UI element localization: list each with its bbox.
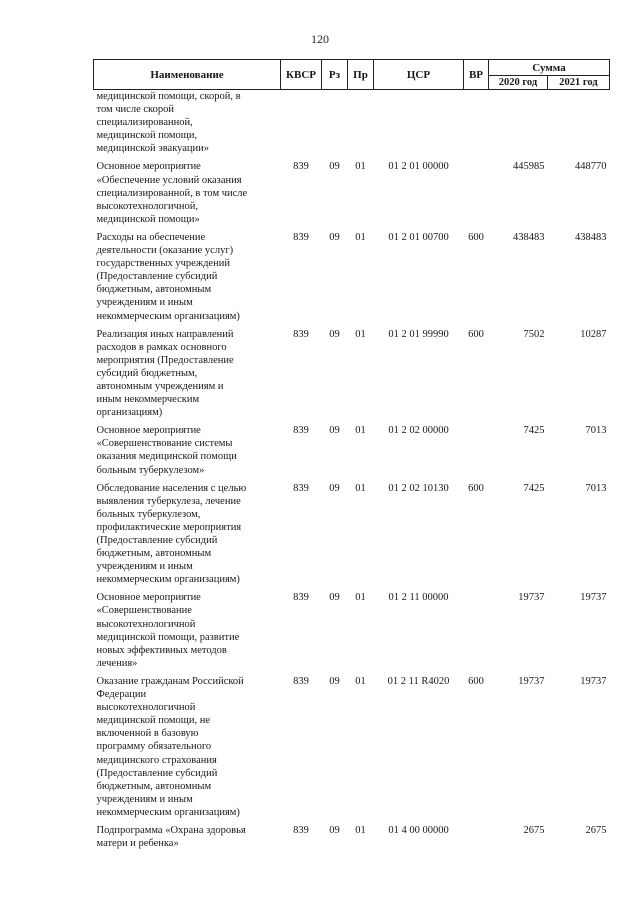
table-row: [94, 323, 610, 420]
header-sum: Сумма: [489, 60, 610, 76]
row-pr-cell: 01: [355, 482, 366, 494]
table-row: [94, 419, 610, 476]
row-sum-2021-cell: 438483: [575, 231, 607, 243]
row-vr-cell: [464, 586, 489, 670]
row-csr-cell: 01 2 11 R4020: [387, 675, 450, 687]
row-vr-cell: 600: [468, 675, 484, 687]
row-kvsr-cell: 839: [293, 824, 309, 836]
row-sum-2020-cell: 438483: [513, 231, 545, 243]
row-csr-cell: 01 2 02 10130: [388, 482, 449, 494]
row-rz-cell: 09: [329, 592, 340, 604]
row-sum-2021-cell: 7013: [585, 482, 607, 494]
row-pr-cell: 01: [355, 824, 366, 836]
table-row: [94, 155, 610, 225]
row-sum-2021-cell: 7013: [585, 425, 607, 437]
row-pr-cell: [348, 90, 374, 156]
header-name: Наименование: [94, 60, 281, 90]
row-name-cell: Основное мероприятие «Совершенствование высокотехнологичной медицинской помощи, развитие новых эффективных методов лечения»: [96, 592, 240, 669]
budget-table: [93, 59, 610, 850]
row-pr-cell: 01: [355, 231, 366, 243]
row-sum-2020-cell: 445985: [513, 161, 545, 173]
row-name-cell: Подпрограмма «Охрана здоровья матери и ребенка»: [96, 824, 246, 850]
row-kvsr-cell: 839: [293, 592, 309, 604]
row-name-cell: Обследование населения с целью выявления туберкулеза, лечение больных туберкулезом, профилактические мероприятия (Предоставление субсидий бюджетным, автономным учреждениям и иным некоммерческим организациям): [96, 482, 247, 586]
row-sum-2021-cell: [548, 90, 610, 156]
row-name-cell: Реализация иных направлений расходов в рамках основного мероприятия (Предоставление субсидий бюджетным, автономным учреждениям и иным некоммерческим организациям): [96, 328, 234, 419]
row-csr-cell: 01 4 00 00000: [388, 824, 449, 836]
row-vr-cell: 600: [468, 231, 484, 243]
row-pr-cell: 01: [355, 675, 366, 687]
table-row: [94, 670, 610, 819]
row-rz-cell: 09: [329, 482, 340, 494]
row-pr-cell: 01: [355, 592, 366, 604]
row-rz-cell: [322, 90, 348, 156]
row-sum-2021-cell: 448770: [575, 161, 607, 173]
row-kvsr-cell: 839: [293, 328, 309, 340]
row-rz-cell: 09: [329, 328, 340, 340]
row-sum-2021-cell: 10287: [580, 328, 607, 340]
header-vr: ВР: [464, 60, 489, 90]
row-sum-2020-cell: 7502: [523, 328, 545, 340]
row-sum-2020-cell: 19737: [518, 592, 545, 604]
row-vr-cell: [464, 155, 489, 225]
row-rz-cell: 09: [329, 675, 340, 687]
header-csr: ЦСР: [374, 60, 464, 90]
row-kvsr-cell: [281, 90, 322, 156]
row-rz-cell: 09: [329, 425, 340, 437]
row-sum-2020-cell: 7425: [523, 425, 545, 437]
header-rz: Рз: [322, 60, 348, 90]
row-vr-cell: 600: [468, 482, 484, 494]
table-row: [94, 477, 610, 587]
row-vr-cell: [464, 419, 489, 476]
row-csr-cell: 01 2 02 00000: [388, 425, 449, 437]
row-pr-cell: 01: [355, 328, 366, 340]
page-number: 120: [311, 32, 329, 46]
header-kvsr: КВСР: [281, 60, 322, 90]
table-row: [94, 819, 610, 850]
table-row: [94, 90, 610, 156]
row-sum-2021-cell: 2675: [585, 824, 607, 836]
row-csr-cell: [374, 90, 464, 156]
table-body: [94, 90, 610, 851]
header-year-2021: 2021 год: [548, 76, 610, 90]
header-pr: Пр: [348, 60, 374, 90]
row-vr-cell: 600: [468, 328, 484, 340]
row-sum-2021-cell: 19737: [580, 592, 607, 604]
table-row: [94, 226, 610, 323]
table-header: [94, 60, 610, 90]
row-pr-cell: 01: [355, 161, 366, 173]
row-csr-cell: 01 2 01 00000: [388, 161, 449, 173]
row-sum-2020-cell: 2675: [523, 824, 545, 836]
row-csr-cell: 01 2 11 00000: [388, 592, 449, 604]
row-csr-cell: 01 2 01 00700: [388, 231, 449, 243]
row-name-cell: медицинской помощи, скорой, в том числе скорой специализированной, медицинской помощи, медицинской эвакуации»: [96, 91, 241, 155]
row-name-cell: Основное мероприятие «Совершенствование системы оказания медицинской помощи больным туберкулезом»: [96, 425, 237, 476]
header-year-2020: 2020 год: [489, 76, 548, 90]
row-kvsr-cell: 839: [293, 425, 309, 437]
row-sum-2020-cell: [489, 90, 548, 156]
row-rz-cell: 09: [329, 231, 340, 243]
row-vr-cell: [464, 819, 489, 850]
row-rz-cell: 09: [329, 161, 340, 173]
row-name-cell: Оказание гражданам Российской Федерации высокотехнологичной медицинской помощи, не включенной в базовую программу обязательного медицинского страхования (Предоставление субсидий бюджетным, автономным учреждениям и иным некоммерческим организациям): [96, 675, 244, 818]
row-kvsr-cell: 839: [293, 675, 309, 687]
row-sum-2021-cell: 19737: [580, 675, 607, 687]
row-kvsr-cell: 839: [293, 482, 309, 494]
row-sum-2020-cell: 7425: [523, 482, 545, 494]
row-sum-2020-cell: 19737: [518, 675, 545, 687]
row-rz-cell: 09: [329, 824, 340, 836]
row-pr-cell: 01: [355, 425, 366, 437]
row-name-cell: Расходы на обеспечение деятельности (оказание услуг) государственных учреждений (Предоставление субсидий бюджетным, автономным учреждениям и иным некоммерческим организациям): [96, 231, 240, 322]
row-kvsr-cell: 839: [293, 231, 309, 243]
row-kvsr-cell: 839: [293, 161, 309, 173]
row-vr-cell: [464, 90, 489, 156]
row-csr-cell: 01 2 01 99990: [388, 328, 449, 340]
table-row: [94, 586, 610, 670]
row-name-cell: Основное мероприятие «Обеспечение условий оказания специализированной, в том числе высокотехнологичной, медицинской помощи»: [96, 161, 248, 225]
